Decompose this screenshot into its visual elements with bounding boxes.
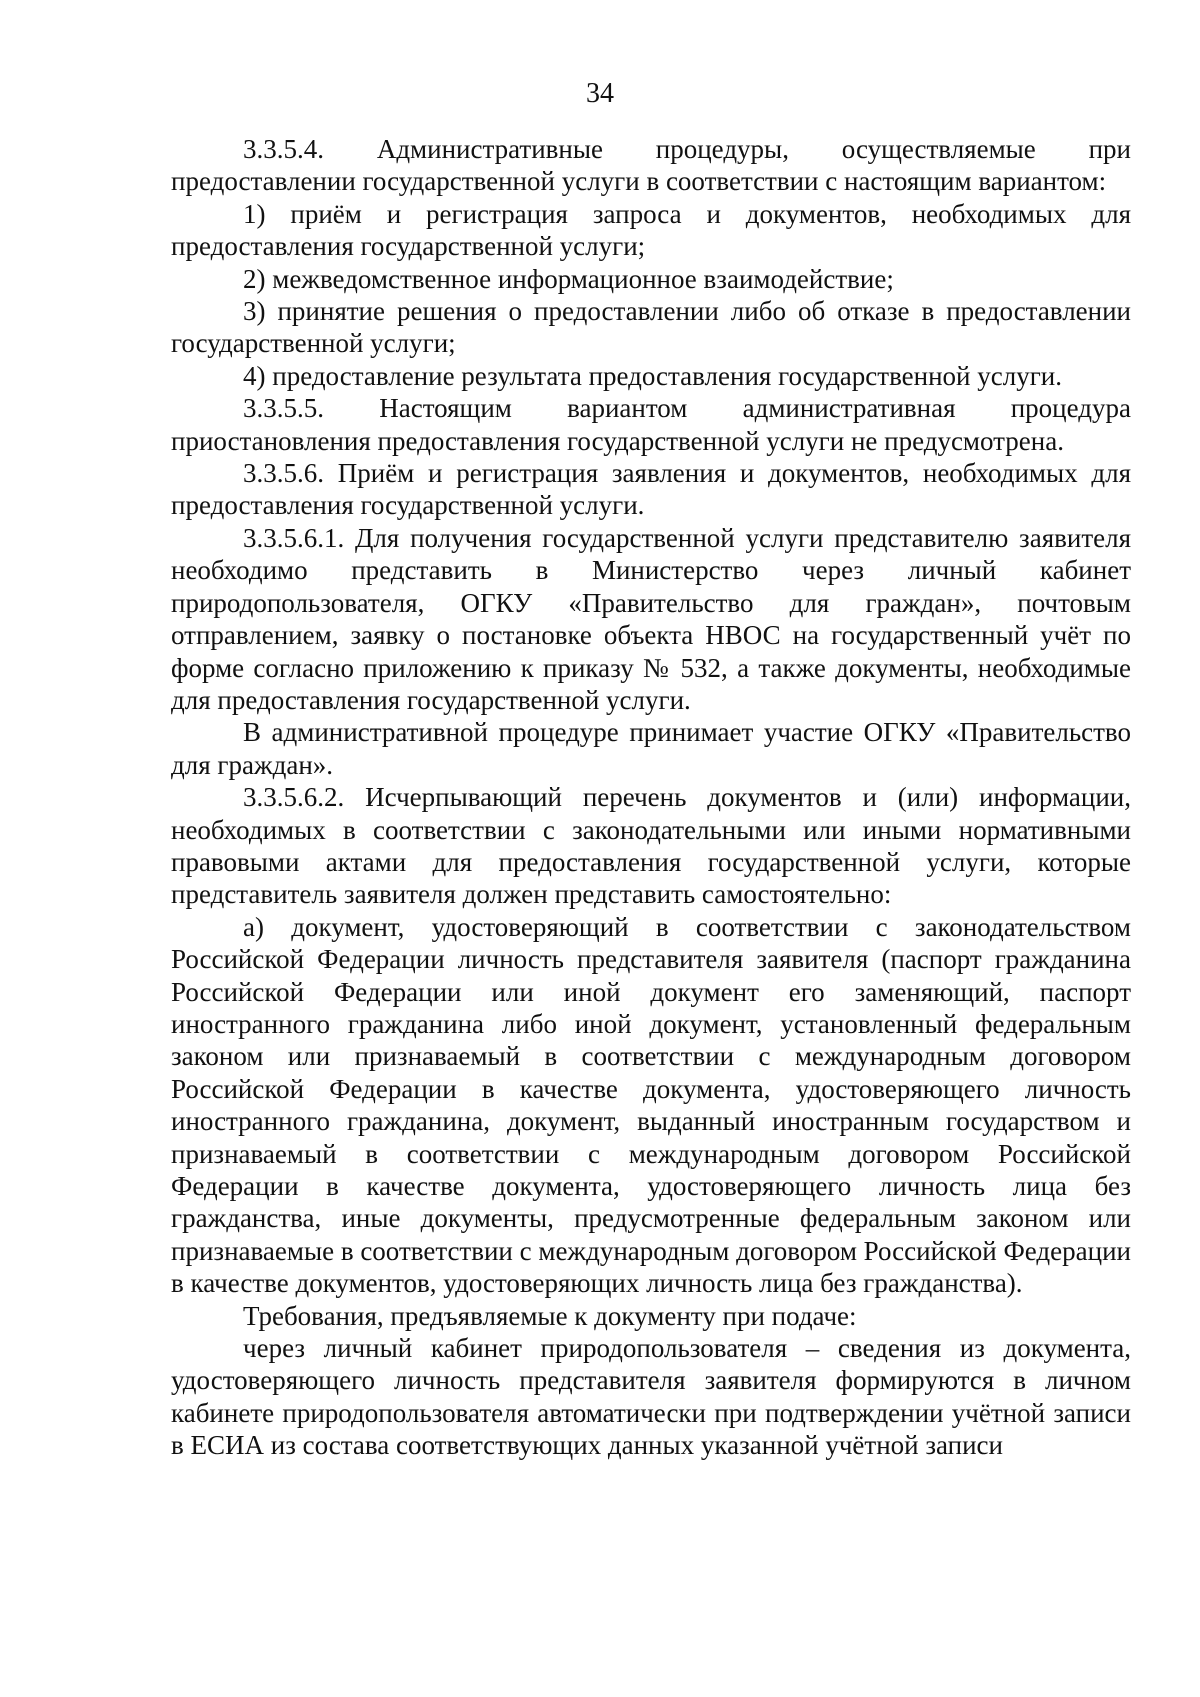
paragraph-3-3-5-6: 3.3.5.6. Приём и регистрация заявления и документов, необходимых для предоставления государственной услуги. (171, 458, 1131, 521)
paragraph-participation: В административной процедуре принимает участие ОГКУ «Правительство для граждан». (171, 717, 1131, 780)
list-item-3: 3) принятие решения о предоставлении либо об отказе в предоставлении государственной услуги; (171, 296, 1131, 359)
list-item-4: 4) предоставление результата предоставления государственной услуги. (243, 360, 1062, 391)
paragraph-3-3-5-5: 3.3.5.5. Настоящим вариантом административная процедура приостановления предоставления государственной услуги не предусмотрена. (171, 393, 1131, 456)
paragraph-personal-cabinet: через личный кабинет природопользователя – сведения из документа, удостоверяющего личность представителя заявителя формируются в личном кабинете природопользователя автоматически при подтверждении учётной записи в ЕСИА из состава соответствующих данных указанной учётной записи (171, 1333, 1131, 1461)
paragraph-3-3-5-6-1: 3.3.5.6.1. Для получения государственной услуги представителю заявителя необходимо представить в Министерство через личный кабинет природопользователя, ОГКУ «Правительство для граждан», почтовым отправлением, заявку о постановке объекта НВОС на государственный учёт по форме согласно приложению к приказу № 532, а также документы, необходимые для предоставления государственной услуги. (171, 522, 1131, 715)
list-item-a: а) документ, удостоверяющий в соответствии с законодательством Российской Федерации личность представителя заявителя (паспорт гражданина Российской Федерации или иной документ его заменяющий, паспорт иностранного гражданина либо иной документ, установленный федеральным законом или признаваемый в соответствии с международным договором Российской Федерации в качестве документа, удостоверяющего личность иностранного гражданина, документ, выданный иностранным государством и признаваемый в соответствии с международным договором Российской Федерации в качестве документа, удостоверяющего личность лица без гражданства, иные документы, предусмотренные федеральным законом или признаваемые в соответствии с международным договором Российской Федерации в качестве документов, удостоверяющих личность лица без гражданства). (171, 911, 1131, 1299)
paragraph-3-3-5-6-2: 3.3.5.6.2. Исчерпывающий перечень документов и (или) информации, необходимых в соответствии с законодательными или иными нормативными правовыми актами для предоставления государственной услуги, которые представитель заявителя должен представить самостоятельно: (171, 782, 1131, 910)
document-body (171, 133, 1131, 1462)
list-item-1: 1) приём и регистрация запроса и документов, необходимых для предоставления государственной услуги; (171, 198, 1131, 262)
page-number: 34 (586, 78, 614, 109)
paragraph-requirements: Требования, предъявляемые к документу при подаче: (243, 1300, 857, 1331)
paragraph-3-3-5-4: 3.3.5.4. Административные процедуры, осуществляемые при предоставлении государственной услуги в соответствии с настоящим вариантом: (171, 134, 1131, 197)
list-item-2: 2) межведомственное информационное взаимодействие; (243, 263, 894, 294)
